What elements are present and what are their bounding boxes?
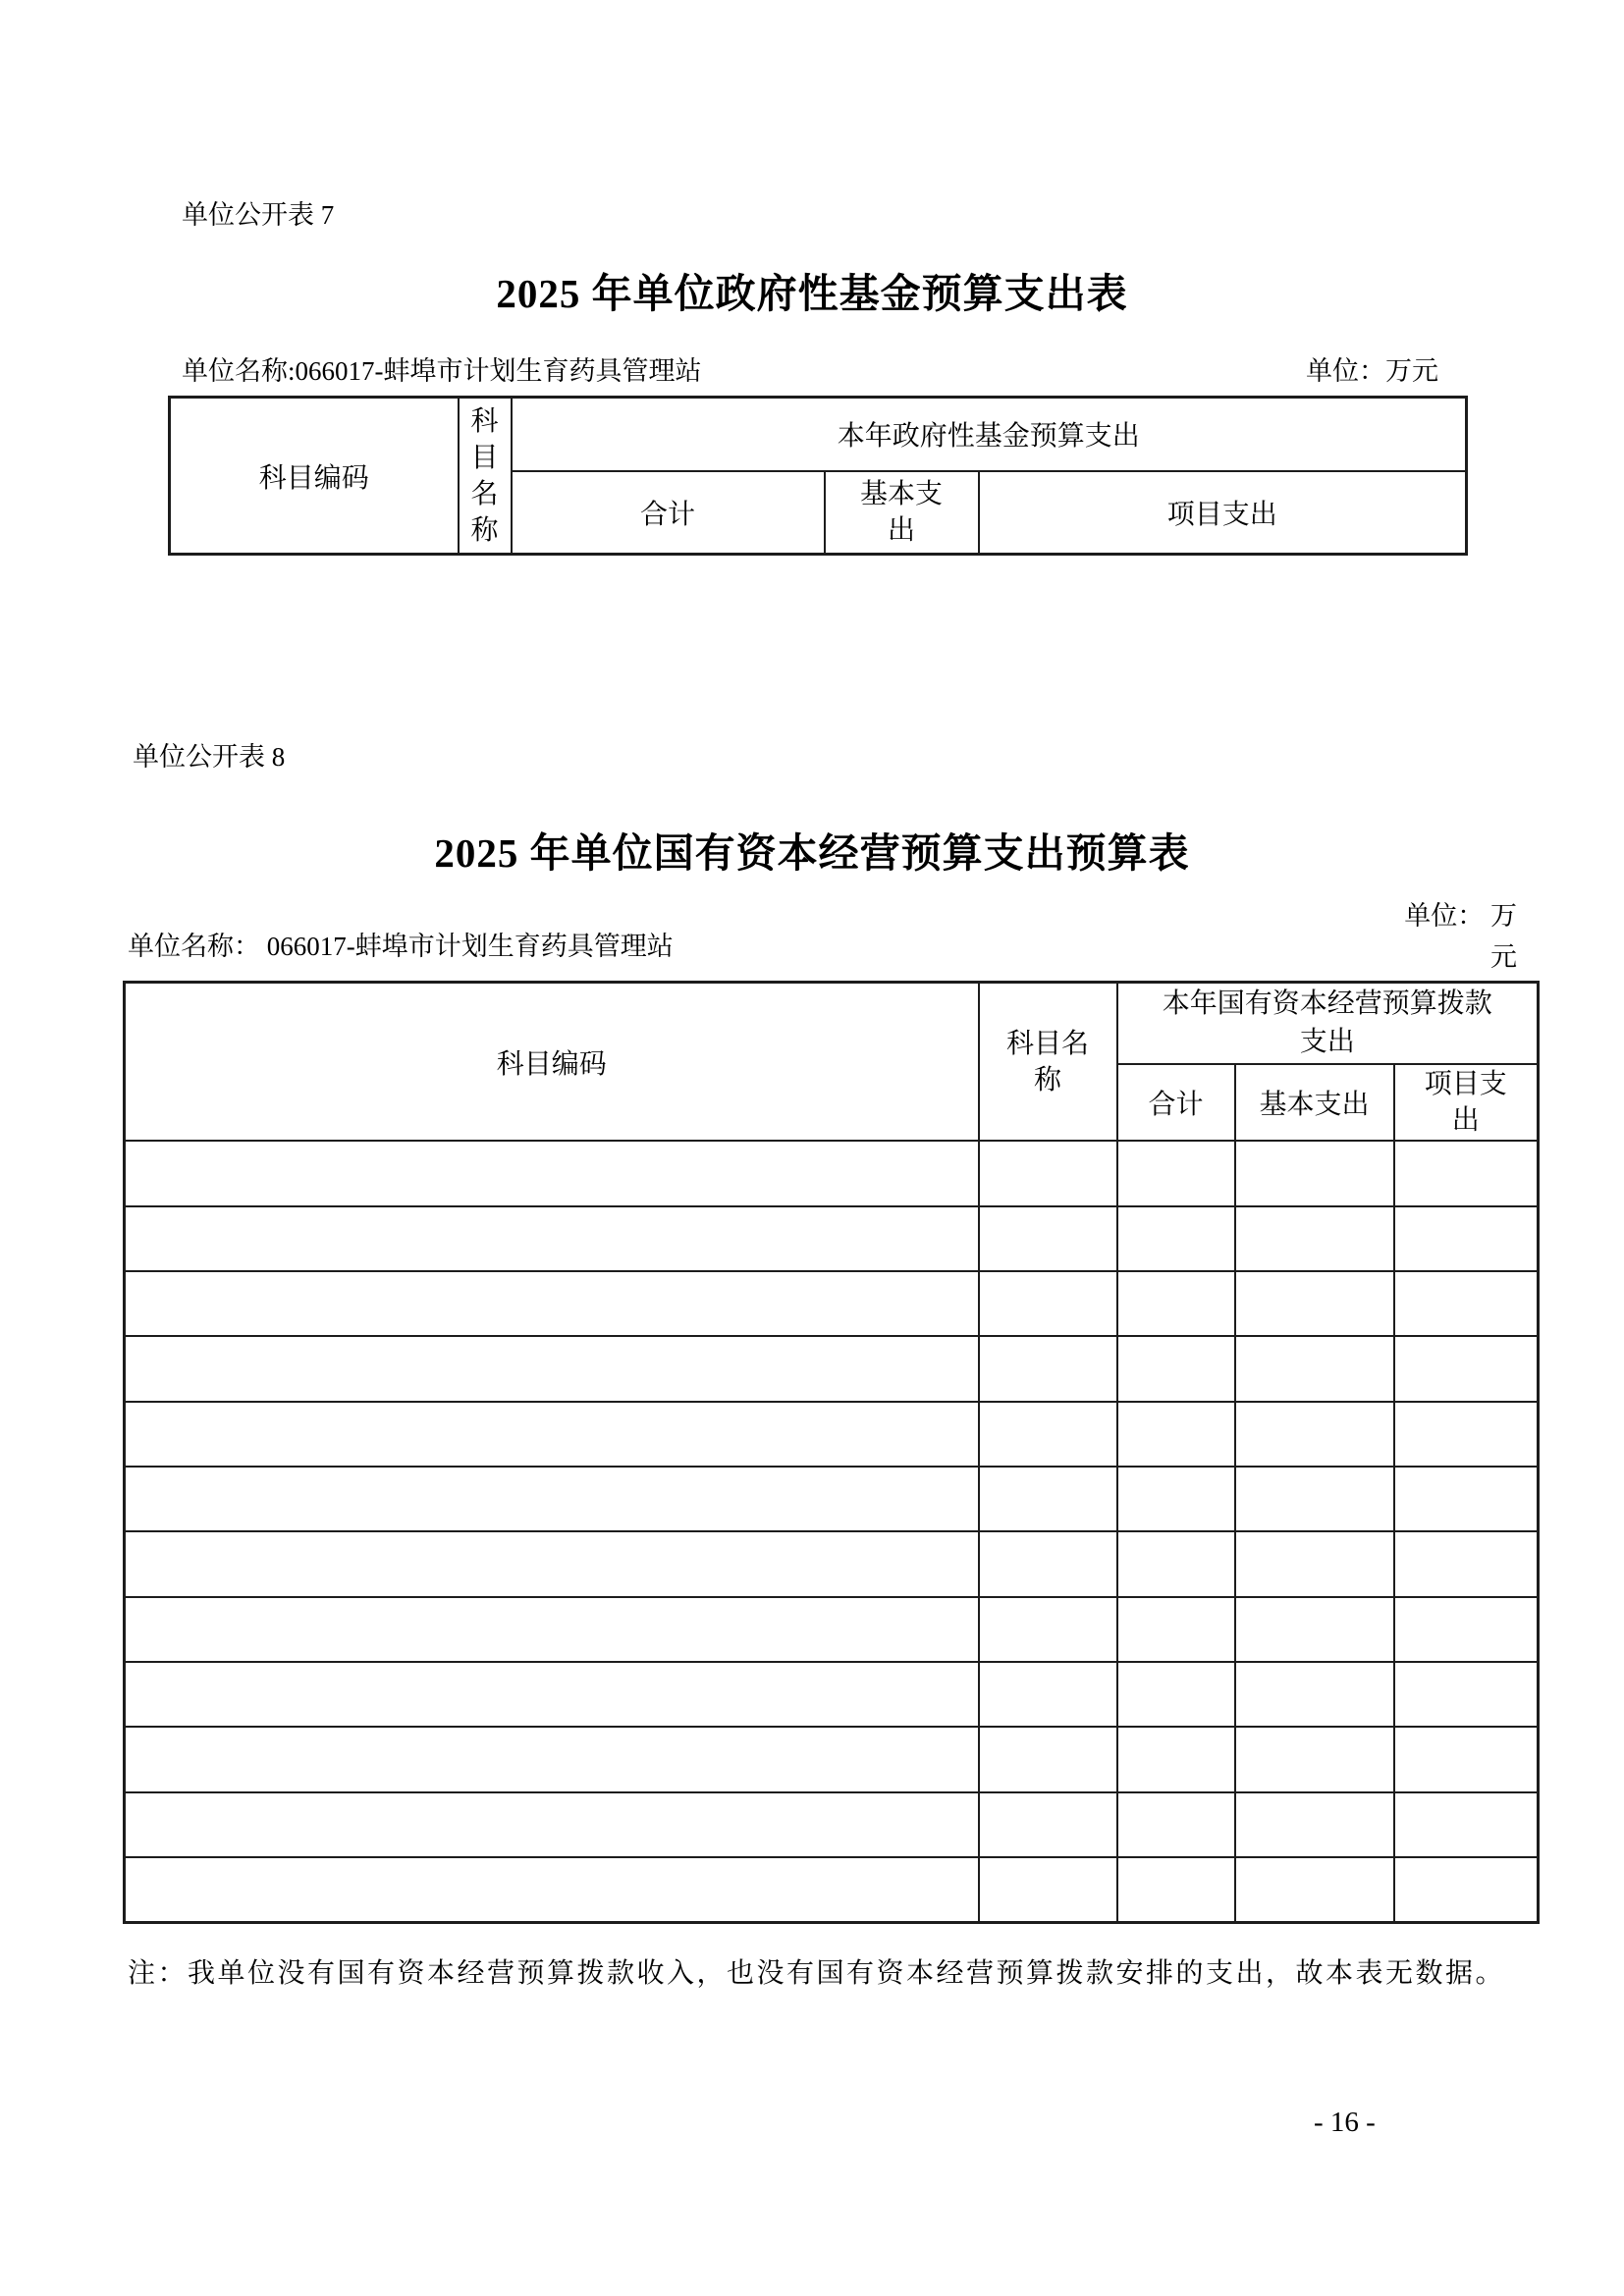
empty-cell (979, 1531, 1117, 1596)
empty-cell (979, 1662, 1117, 1727)
empty-cell (1117, 1727, 1235, 1791)
empty-cell (125, 1402, 979, 1467)
table-row (125, 1467, 1539, 1531)
table7-header-basic-text: 基本支出 (859, 478, 943, 546)
empty-cell (1235, 1206, 1394, 1271)
table-row (125, 1141, 1539, 1205)
empty-cell (1394, 1727, 1539, 1791)
page-number: - 16 - (1314, 2107, 1376, 2138)
empty-cell (1235, 1662, 1394, 1727)
table7-header-name-text: 科目名称 (470, 405, 499, 546)
table8-header-group-text: 本年国有资本经营预算拨款支出 (1162, 988, 1492, 1058)
table7-header-name (459, 398, 512, 555)
table8-title: 2025 年单位国有资本经营预算支出预算表 (434, 830, 1190, 876)
empty-cell (979, 1467, 1117, 1531)
empty-cell (125, 1662, 979, 1727)
empty-cell (125, 1467, 979, 1531)
empty-cell (1394, 1531, 1539, 1596)
empty-cell (125, 1206, 979, 1271)
table7-title: 2025 年单位政府性基金预算支出表 (496, 271, 1128, 316)
table7-header-group: 本年政府性基金预算支出 (512, 398, 1467, 471)
table-row (125, 1857, 1539, 1922)
table-row (125, 1271, 1539, 1336)
table7-header-code: 科目编码 (170, 398, 459, 555)
empty-cell (979, 1792, 1117, 1857)
table7-unit-measure: 单位：万元 (1306, 356, 1438, 386)
table8-header (125, 983, 1539, 1142)
table8-header-project (1394, 1064, 1539, 1141)
empty-cell (1117, 1402, 1235, 1467)
table7-government-fund-expenditure (168, 396, 1468, 556)
empty-cell (1235, 1141, 1394, 1205)
empty-cell (1394, 1141, 1539, 1205)
empty-cell (1394, 1206, 1539, 1271)
empty-cell (1394, 1857, 1539, 1922)
table-row (125, 1727, 1539, 1791)
empty-cell (979, 1402, 1117, 1467)
table-row (125, 1662, 1539, 1727)
table8-unit-name: 单位名称： 066017-蚌埠市计划生育药具管理站 (128, 932, 674, 961)
table8-state-capital-budget (123, 981, 1540, 1924)
empty-cell (125, 1141, 979, 1205)
table8-caption: 单位公开表 8 (133, 742, 286, 772)
table7-header-basic (825, 471, 979, 555)
empty-cell (1394, 1336, 1539, 1401)
empty-cell (1117, 1271, 1235, 1336)
empty-cell (979, 1727, 1117, 1791)
empty-cell (1235, 1597, 1394, 1662)
empty-cell (1235, 1467, 1394, 1531)
table8-unit-measure (1365, 895, 1517, 978)
table7-unit-name: 单位名称:066017-蚌埠市计划生育药具管理站 (182, 356, 702, 386)
empty-cell (1117, 1336, 1235, 1401)
empty-cell (1394, 1271, 1539, 1336)
table8-header-total: 合计 (1117, 1064, 1235, 1141)
empty-cell (979, 1597, 1117, 1662)
table8-header-row-1 (125, 983, 1539, 1064)
empty-cell (1394, 1597, 1539, 1662)
table8-body (125, 1141, 1539, 1922)
empty-cell (1394, 1402, 1539, 1467)
empty-cell (1394, 1792, 1539, 1857)
table-row (125, 1336, 1539, 1401)
empty-cell (1394, 1662, 1539, 1727)
empty-cell (1117, 1662, 1235, 1727)
empty-cell (1117, 1531, 1235, 1596)
table7-header-total: 合计 (512, 471, 825, 555)
table7-caption: 单位公开表 7 (182, 200, 335, 230)
table-row (125, 1531, 1539, 1596)
table8-header-name (979, 983, 1117, 1142)
empty-cell (1235, 1531, 1394, 1596)
table-row (125, 1792, 1539, 1857)
table-row (125, 1206, 1539, 1271)
empty-cell (1394, 1467, 1539, 1531)
table7-header-row-1 (170, 398, 1467, 471)
empty-cell (125, 1271, 979, 1336)
empty-cell (1235, 1857, 1394, 1922)
empty-cell (125, 1792, 979, 1857)
table7-meta-row (182, 355, 1438, 388)
table8-note: 注：我单位没有国有资本经营预算拨款收入，也没有国有资本经营预算拨款安排的支出，故本表无数据。 (128, 1958, 1506, 1989)
table7-header-project: 项目支出 (979, 471, 1467, 555)
table8-header-basic: 基本支出 (1235, 1064, 1394, 1141)
empty-cell (1235, 1271, 1394, 1336)
table8-unit-measure-line1: 单位： 万 (1404, 901, 1517, 931)
empty-cell (1117, 1206, 1235, 1271)
empty-cell (979, 1271, 1117, 1336)
empty-cell (1235, 1402, 1394, 1467)
table-row (125, 1402, 1539, 1467)
table-row (125, 1597, 1539, 1662)
empty-cell (1117, 1141, 1235, 1205)
empty-cell (979, 1141, 1117, 1205)
empty-cell (1117, 1597, 1235, 1662)
empty-cell (979, 1336, 1117, 1401)
empty-cell (125, 1336, 979, 1401)
empty-cell (1117, 1467, 1235, 1531)
empty-cell (1235, 1336, 1394, 1401)
table8-header-group (1117, 983, 1539, 1064)
empty-cell (125, 1857, 979, 1922)
empty-cell (979, 1857, 1117, 1922)
empty-cell (125, 1597, 979, 1662)
empty-cell (979, 1206, 1117, 1271)
empty-cell (1117, 1792, 1235, 1857)
empty-cell (125, 1531, 979, 1596)
table8-header-project-text: 项目支出 (1424, 1069, 1507, 1137)
empty-cell (125, 1727, 979, 1791)
empty-cell (1235, 1727, 1394, 1791)
table8-header-name-text: 科目名称 (1005, 1028, 1089, 1095)
empty-cell (1117, 1857, 1235, 1922)
table8-header-code: 科目编码 (125, 983, 979, 1142)
empty-cell (1235, 1792, 1394, 1857)
table8-unit-measure-line2: 元 (1490, 942, 1517, 972)
